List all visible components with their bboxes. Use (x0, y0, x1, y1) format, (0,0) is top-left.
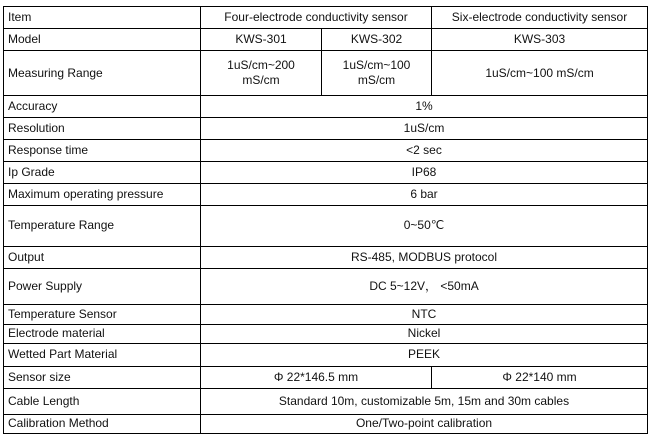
wetted-part-label: Wetted Part Material (4, 343, 201, 366)
accuracy-value: 1% (201, 96, 648, 118)
temperature-range-row (4, 206, 648, 246)
cable-length-label: Cable Length (4, 388, 201, 414)
accuracy-row (4, 96, 648, 118)
response-time-label: Response time (4, 140, 201, 162)
power-supply-row (4, 268, 648, 304)
model-row (4, 29, 648, 51)
ip-grade-label: Ip Grade (4, 162, 201, 184)
sensor-size-label: Sensor size (4, 366, 201, 388)
calibration-label: Calibration Method (4, 414, 201, 433)
resolution-label: Resolution (4, 118, 201, 140)
output-row (4, 246, 648, 268)
ip-grade-value: IP68 (201, 162, 648, 184)
model-label: Model (4, 29, 201, 51)
measuring-range-row (4, 51, 648, 96)
response-time-value: <2 sec (201, 140, 648, 162)
measuring-range-label: Measuring Range (4, 51, 201, 96)
sensor-size-six-electrode: Φ 22*140 mm (432, 366, 648, 388)
ip-grade-row (4, 162, 648, 184)
wetted-part-value: PEEK (201, 343, 648, 366)
header-row (4, 7, 648, 29)
temperature-sensor-row (4, 304, 648, 324)
range-kws-301: 1uS/cm~200 mS/cm (201, 51, 322, 96)
sensor-size-four-electrode: Φ 22*146.5 mm (201, 366, 432, 388)
cable-length-row (4, 388, 648, 414)
calibration-value: One/Two-point calibration (201, 414, 648, 433)
header-six-electrode: Six-electrode conductivity sensor (432, 7, 648, 29)
header-four-electrode: Four-electrode conductivity sensor (201, 7, 432, 29)
response-time-row (4, 140, 648, 162)
power-supply-label: Power Supply (4, 268, 201, 304)
electrode-material-value: Nickel (201, 324, 648, 343)
output-label: Output (4, 246, 201, 268)
pressure-label: Maximum operating pressure (4, 184, 201, 206)
spec-table (3, 6, 648, 434)
resolution-row (4, 118, 648, 140)
temperature-sensor-value: NTC (201, 304, 648, 324)
electrode-material-label: Electrode material (4, 324, 201, 343)
temperature-range-value: 0~50℃ (201, 206, 648, 246)
model-kws-301: KWS-301 (201, 29, 322, 51)
temperature-sensor-label: Temperature Sensor (4, 304, 201, 324)
model-kws-303: KWS-303 (432, 29, 648, 51)
header-item: Item (4, 7, 201, 29)
sensor-size-row (4, 366, 648, 388)
range-kws-303: 1uS/cm~100 mS/cm (432, 51, 648, 96)
resolution-value: 1uS/cm (201, 118, 648, 140)
cable-length-value: Standard 10m, customizable 5m, 15m and 30m cables (201, 388, 648, 414)
temperature-range-label: Temperature Range (4, 206, 201, 246)
accuracy-label: Accuracy (4, 96, 201, 118)
output-value: RS-485, MODBUS protocol (201, 246, 648, 268)
calibration-row (4, 414, 648, 433)
pressure-value: 6 bar (201, 184, 648, 206)
power-supply-value: DC 5~12V， <50mA (201, 268, 648, 304)
model-kws-302: KWS-302 (322, 29, 432, 51)
range-kws-302: 1uS/cm~100 mS/cm (322, 51, 432, 96)
pressure-row (4, 184, 648, 206)
electrode-material-row (4, 324, 648, 343)
wetted-part-row (4, 343, 648, 366)
